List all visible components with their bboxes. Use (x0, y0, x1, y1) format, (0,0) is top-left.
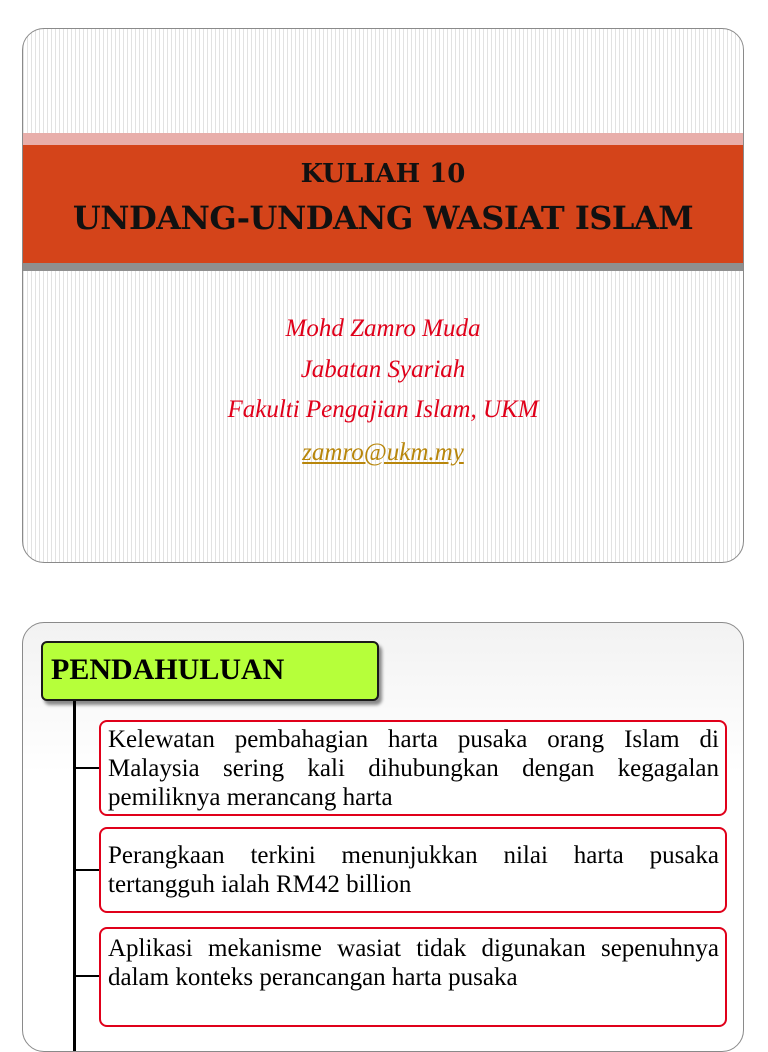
author-email-link[interactable]: zamro@ukm.my (302, 439, 464, 466)
tree-branch-2 (73, 869, 99, 871)
lecture-title: UNDANG-UNDANG WASIAT ISLAM (72, 199, 694, 237)
tree-connector-line (73, 701, 76, 1052)
point-box-2 (99, 827, 727, 913)
author-name: Mohd Zamro Muda (285, 315, 481, 342)
section-heading: PENDAHULUAN (51, 653, 285, 686)
title-bottom-stripe (23, 263, 743, 271)
tree-branch-1 (73, 767, 99, 769)
introduction-slide (22, 622, 744, 1052)
point-text-3: Aplikasi mekanisme wasiat tidak digunakan sepenuhnya dalam konteks perancangan harta pusaka (108, 935, 719, 991)
point-text-1: Kelewatan pembahagian harta pusaka orang Islam di Malaysia sering kali dihubungkan dengan kegagalan pemiliknya merancang harta (108, 726, 719, 811)
author-department: Jabatan Syariah (300, 356, 466, 383)
tree-branch-3 (73, 975, 99, 977)
title-top-stripe (23, 133, 743, 145)
section-heading-box (41, 641, 379, 701)
point-box-3 (99, 927, 727, 1027)
lecture-number: KULIAH 10 (300, 159, 466, 189)
point-box-1 (99, 720, 727, 816)
point-text-2: Perangkaan terkini menunjukkan nilai harta pusaka tertangguh ialah RM42 billion (108, 842, 719, 898)
author-faculty: Fakulti Pengajian Islam, UKM (227, 396, 539, 423)
title-slide (22, 28, 744, 563)
